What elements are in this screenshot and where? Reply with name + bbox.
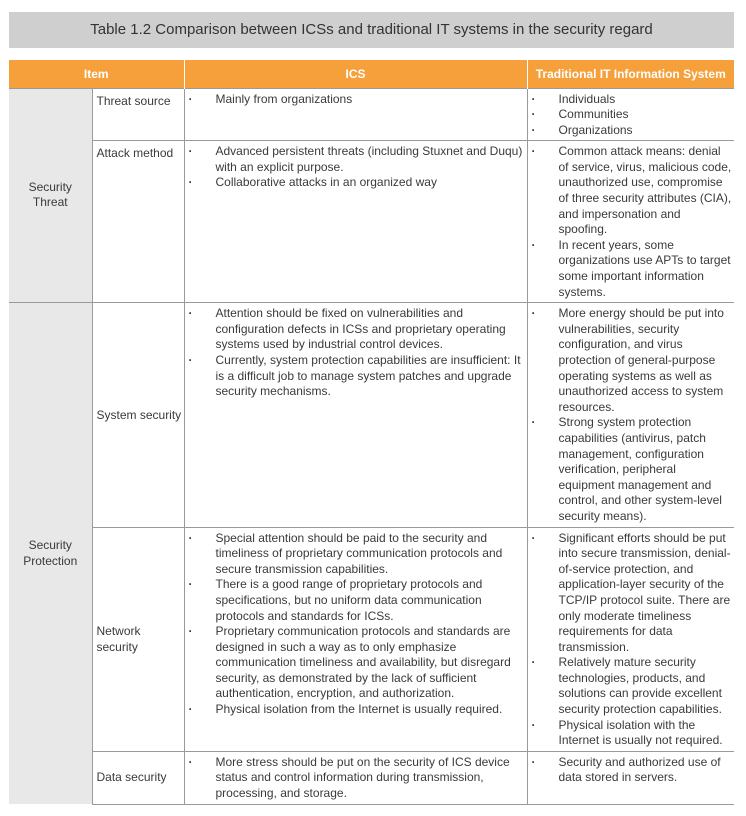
bullet-list	[189, 144, 525, 191]
list-item: · Proprietary communication protocols and standards are designed in such a way as to only emphasize communication timeliness and availability, but disregard security, as demonstrated by the lack of sufficient authentication, encryption, and authorization.	[189, 624, 525, 702]
bullet-list	[532, 92, 733, 139]
list-item: · Significant efforts should be put into secure transmission, denial-of-service protection, and application-layer security of the TCP/IP protocol suite. There are only moderate timeliness requirements for data transmission.	[532, 531, 733, 656]
list-item: · More energy should be put into vulnerabilities, security configuration, and virus protection of general-purpose operating systems as well as unauthorized access to system resources.	[532, 306, 733, 415]
ics-cell	[184, 751, 527, 804]
table-title: Table 1.2 Comparison between ICSs and traditional IT systems in the security regard	[9, 12, 734, 48]
category-security-protection: Security Protection	[9, 303, 92, 804]
bullet-list	[532, 306, 733, 524]
row-item-threat-source: Threat source	[92, 88, 184, 141]
bullet-list	[532, 144, 733, 300]
category-security-threat: Security Threat	[9, 88, 92, 303]
ics-cell	[184, 303, 527, 527]
header-ics: ICS	[184, 60, 527, 88]
list-item: · Attention should be fixed on vulnerabilities and configuration defects in ICSs and proprietary operating systems used by industrial control devices.	[189, 306, 525, 353]
bullet-list	[532, 755, 733, 786]
list-item: · Special attention should be paid to the security and timeliness of proprietary communication protocols and secure transmission capabilities.	[189, 531, 525, 578]
bullet-list	[189, 531, 525, 718]
list-item: · Relatively mature security technologies, products, and solutions can provide excellent security protection capabilities.	[532, 655, 733, 717]
list-item: · There is a good range of proprietary protocols and specifications, but no uniform data communication protocols and standards for ICSs.	[189, 577, 525, 624]
list-item: · Individuals	[532, 92, 733, 108]
list-item: · In recent years, some organizations use APTs to target some important information systems.	[532, 238, 733, 300]
header-item: Item	[9, 60, 184, 88]
row-item-attack-method: Attack method	[92, 141, 184, 303]
list-item: · Communities	[532, 107, 733, 123]
header-it: Traditional IT Information System	[527, 60, 734, 88]
row-item-system-security: System security	[92, 303, 184, 527]
list-item: · More stress should be put on the security of ICS device status and control information during transmission, processing, and storage.	[189, 755, 525, 802]
table-row	[9, 88, 734, 141]
list-item: · Physical isolation from the Internet is usually required.	[189, 702, 525, 718]
bullet-list	[532, 531, 733, 749]
table-row	[9, 141, 734, 303]
list-item: · Mainly from organizations	[189, 92, 525, 108]
bullet-list	[189, 306, 525, 400]
list-item: · Physical isolation with the Internet is usually not required.	[532, 718, 733, 749]
row-item-data-security: Data security	[92, 751, 184, 804]
table-row	[9, 527, 734, 751]
header-row	[9, 60, 734, 88]
table-row	[9, 303, 734, 527]
it-cell	[527, 88, 734, 141]
ics-cell	[184, 141, 527, 303]
row-item-network-security: Network security	[92, 527, 184, 751]
list-item: · Collaborative attacks in an organized way	[189, 175, 525, 191]
it-cell	[527, 527, 734, 751]
it-cell	[527, 751, 734, 804]
list-item: · Common attack means: denial of service, virus, malicious code, unauthorized use, compromise of three security attributes (CIA), and impersonation and spoofing.	[532, 144, 733, 238]
ics-cell	[184, 527, 527, 751]
it-cell	[527, 303, 734, 527]
it-cell	[527, 141, 734, 303]
ics-cell	[184, 88, 527, 141]
list-item: · Advanced persistent threats (including Stuxnet and Duqu) with an explicit purpose.	[189, 144, 525, 175]
bullet-list	[189, 92, 525, 108]
table-row	[9, 751, 734, 804]
list-item: · Currently, system protection capabilities are insufficient: It is a difficult job to manage system patches and upgrade security mechanisms.	[189, 353, 525, 400]
table-container	[9, 12, 734, 805]
list-item: · Strong system protection capabilities (antivirus, patch management, configuration verification, peripheral equipment management and control, and other system-level security means).	[532, 415, 733, 524]
list-item: · Organizations	[532, 123, 733, 139]
list-item: · Security and authorized use of data stored in servers.	[532, 755, 733, 786]
comparison-table	[9, 60, 734, 805]
bullet-list	[189, 755, 525, 802]
